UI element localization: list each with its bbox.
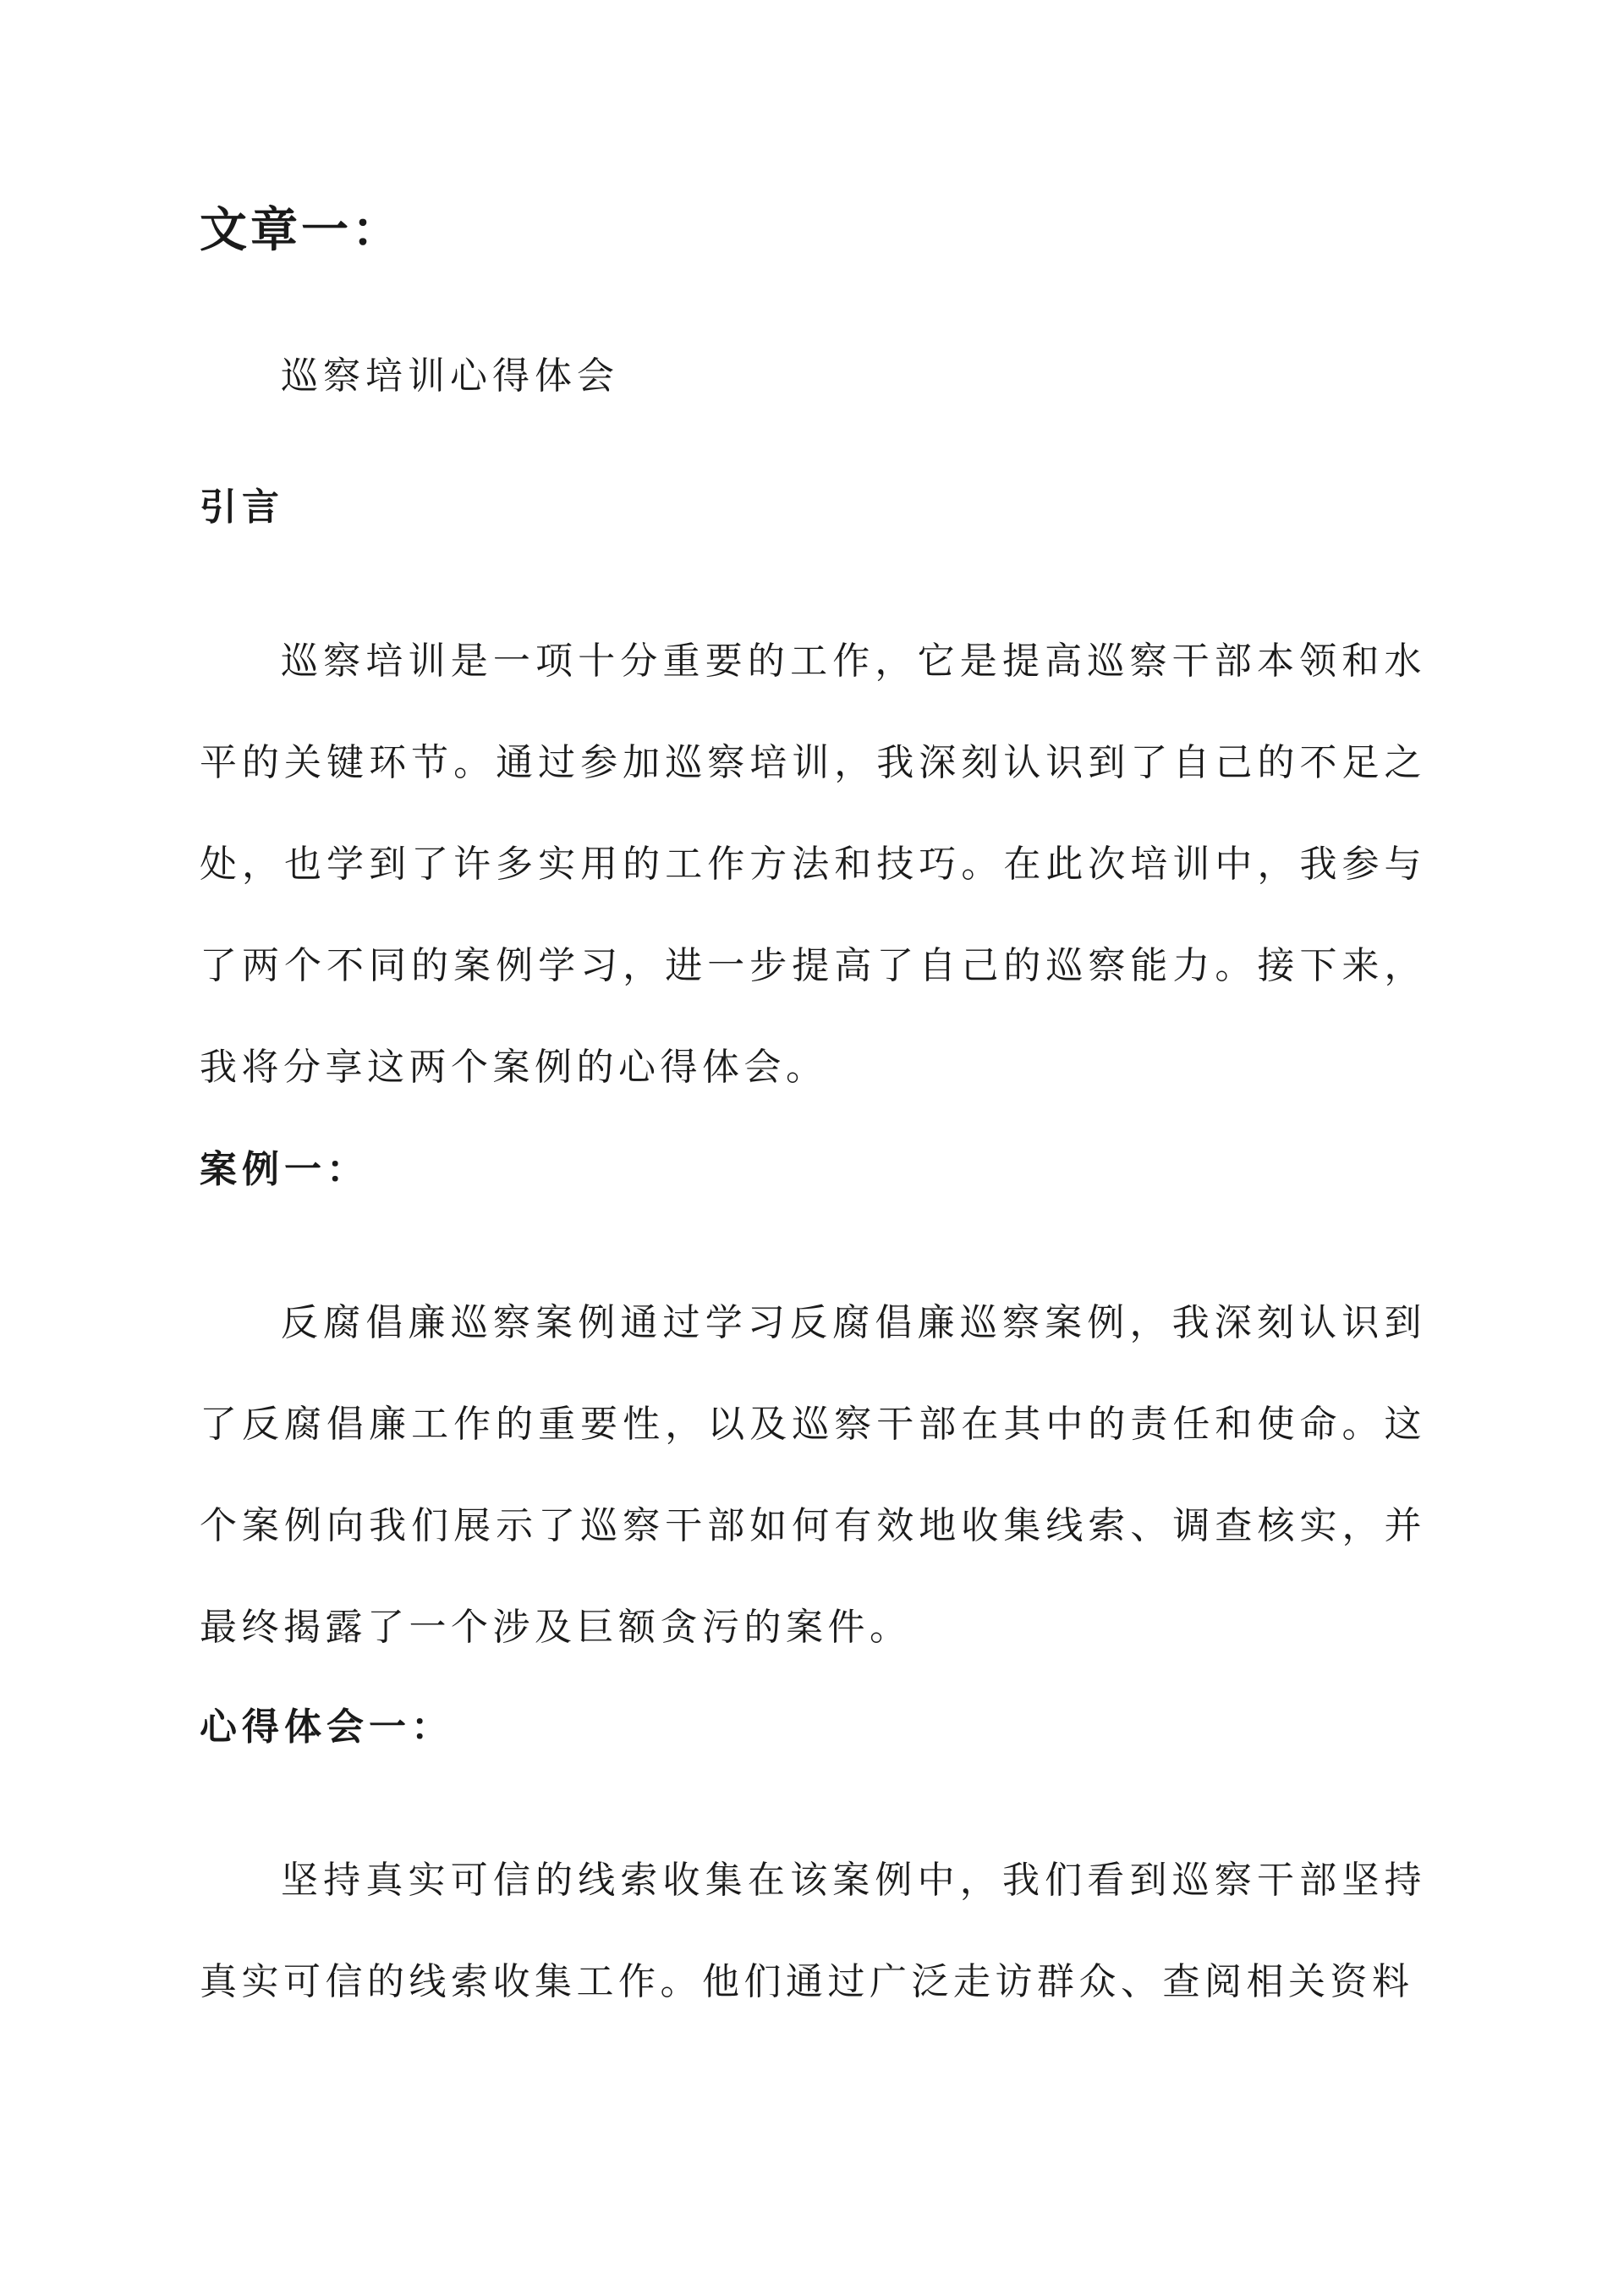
paragraph-intro: 巡察培训是一项十分重要的工作，它是提高巡察干部本领和水平的关键环节。通过参加巡察培训，我深刻认识到了自己的不足之处，也学到了许多实用的工作方法和技巧。在此次培训中，我参与了两个不同的案例学习，进一步提高了自己的巡察能力。接下来，我将分享这两个案例的心得体会。 [200,640,1426,1089]
paragraph-experience1: 坚持真实可信的线索收集在该案例中，我们看到巡察干部坚持真实可信的线索收集工作。他们通过广泛走访群众、查阅相关资料 [200,1859,1426,2003]
section-heading-case1: 案例一： [200,1148,369,1191]
article-label: 文章一： [200,202,403,258]
section-heading-intro: 引言 [200,486,284,529]
document-title: 巡察培训心得体会 [281,354,619,398]
section-heading-experience1: 心得体会一： [200,1706,453,1749]
paragraph-case1: 反腐倡廉巡察案例通过学习反腐倡廉巡察案例，我深刻认识到了反腐倡廉工作的重要性，以及巡察干部在其中的责任和使命。这个案例向我们展示了巡察干部如何有效地收集线索、调查核实，并最终揭露了一个涉及巨额贪污的案件。 [200,1301,1426,1649]
